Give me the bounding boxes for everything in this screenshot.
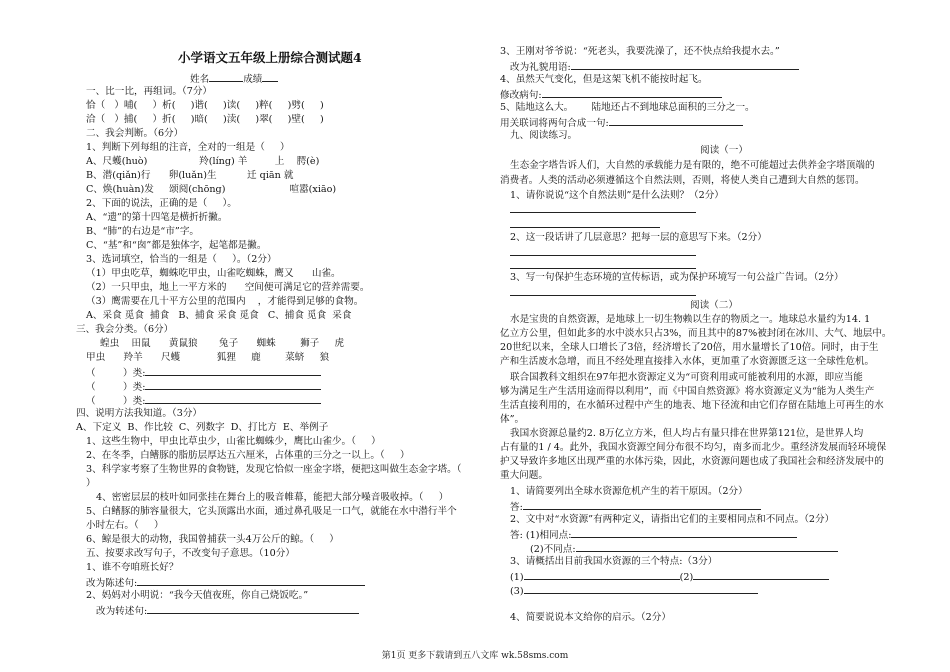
- category-label-2: （ ）类:: [86, 382, 146, 393]
- reading-1-q3: 3、写一句保护生态环境的宣传标语，或为保护环境写一句公益广告词。（2分）: [510, 272, 844, 283]
- reading-1-q2-line-1[interactable]: [510, 255, 696, 256]
- category-blank-2[interactable]: [145, 380, 321, 390]
- score-label: 成绩: [243, 74, 263, 85]
- q3-sentence-3: （3）鹰需要在几十平方公里的范围内 ，才能得到足够的食物。: [86, 296, 364, 307]
- category-label-1: （ ）类:: [86, 368, 146, 379]
- section-1-row-1: 恰（ ）哺( ）析( )谐( )读( )粹( )劈( ): [86, 100, 324, 111]
- reading-2-q3-answer-row: [510, 570, 829, 584]
- s4-item-3: 3、科学家考察了生物世界的食物链，发现它恰似一座金字塔，便把这叫做生态金字塔。（: [86, 464, 462, 475]
- reading-1-title: 阅读（一）: [700, 145, 748, 156]
- reading-1-q1: 1、请你说说“这个自然法则”是什么法则？（2分）: [510, 190, 724, 201]
- reading-2-p3-4: 重大问题。: [500, 470, 548, 481]
- reading-2-q3-label-3: (3): [510, 586, 524, 597]
- section-4-heading: 四、说明方法我知道。（3分）: [76, 408, 203, 419]
- q1-option-b: B、潜(qiǎn)行 卵(luǎn)生 迁 qiān 就: [86, 170, 294, 181]
- s5-item-2-blank[interactable]: [147, 604, 359, 614]
- reading-2-q2-label-1: 答: (1)相同点:: [510, 530, 572, 541]
- s4-item-5-cont: 小时左右。（ ）: [86, 520, 164, 531]
- r-item-4-label: 修改病句:: [500, 90, 542, 101]
- q2-text: 2、下面的说法，正确的是（ ）。: [86, 198, 237, 209]
- reading-2-q1-blank[interactable]: [523, 500, 761, 510]
- q1-option-a: A、尺蠖(huò) 羚(líng) 羊 上 腭(è): [86, 156, 320, 167]
- reading-2-p1-1: 水是宝贵的自然资源，是地球上一切生物赖以生存的物质之一。地球总水量约为14. 1: [510, 314, 871, 325]
- s4-item-1: 1、这些生物中，甲虫比草虫少，山雀比蜘蛛少，鹰比山雀少。（ ）: [86, 436, 381, 447]
- category-line-2: [86, 380, 321, 394]
- reading-2-q1-answer: [510, 500, 761, 514]
- s5-item-1: 1、谁不夸咱班长好？: [86, 562, 179, 573]
- category-blank-3[interactable]: [145, 394, 321, 404]
- reading-1-q2: 2、这一段话讲了几层意思？把每一层的意思写下来。（2分）: [510, 232, 767, 243]
- reading-2-q4: 4、简要说说本文给你的启示。（2分）: [510, 612, 671, 623]
- s4-item-3-cont: ）: [86, 478, 96, 489]
- s4-item-2: 2、在冬季，白鳍豚的脂肪层厚达五六厘米，占体重的三分之一以上。（ ）: [86, 450, 410, 461]
- q2-option-b: B、“肺”的右边是“市”字。: [86, 226, 200, 237]
- reading-2-p2-1: 联合国教科文组织在97年把水资源定义为“可资利用或可能被利用的水源，即应当能: [510, 372, 863, 383]
- reading-2-p2-2: 够为满足生产生活用途而得以利用”，而《中国自然资源》将水资源定义为“能为人类生产: [500, 386, 875, 397]
- reading-2-q2-answer-1: [510, 528, 797, 542]
- name-blank[interactable]: [209, 72, 243, 82]
- s5-item-2-answer: [96, 604, 359, 618]
- q2-option-a: A、“遗”的第十四笔是横折折撇。: [86, 212, 228, 223]
- reading-1-q1-line-1[interactable]: [510, 212, 696, 213]
- s4-item-6: 6、鲸是很大的动物，我国曾捕获一头4万公斤的鲸。（ ）: [86, 534, 339, 545]
- page-title: 小学语文五年级上册综合测试题4: [178, 50, 362, 65]
- reading-2-q2-blank-2[interactable]: [576, 542, 838, 552]
- section-3-heading: 三、我会分类。（6分）: [76, 324, 174, 335]
- section-2-heading: 二、我会判断。（6分）: [86, 128, 184, 139]
- r-item-3: 3、王刚对爷爷说：“死老头，我要洗澡了，还不快点给我提水去。”: [500, 46, 780, 57]
- reading-2-title: 阅读（二）: [690, 300, 738, 311]
- reading-2-p1-3: 20世纪以来，全球人口增长了3倍，经济增长了20倍，用水量增长了10倍。同时，由于生: [500, 342, 879, 353]
- section-4-options: A、下定义 B、作比较 C、列数字 D、打比方 E、举例子: [76, 422, 329, 433]
- q1-text: 1、判断下列每组的注音，全对的一组是（ ）: [86, 142, 290, 153]
- category-label-3: （ ）类:: [86, 396, 146, 407]
- q3-text: 3、选词填空，恰当的一组是（ ）。（2分）: [86, 254, 277, 265]
- q2-option-c: C、“基”和“囱”都是独体字，起笔都是撇。: [86, 240, 267, 251]
- reading-1-q1-line-2[interactable]: [510, 227, 660, 228]
- name-score-line: [190, 72, 278, 86]
- r-item-4-answer: [500, 88, 722, 102]
- r-item-5: 5、陆地这么大。 陆地还占不到地球总面积的三分之一。: [500, 102, 755, 113]
- reading-2-q2-answer-2: [530, 542, 838, 556]
- reading-2-p2-4: 体”。: [500, 414, 525, 425]
- reading-1-q3-line[interactable]: [510, 295, 696, 296]
- s5-item-1-blank[interactable]: [137, 576, 365, 586]
- r-item-3-label: 改为礼貌用语:: [510, 62, 571, 73]
- reading-2-p3-3: 护又导致许多地区出现严重的水体污染，因此，水资源问题也成了我国社会和经济发展中的: [500, 456, 884, 467]
- r-item-4-blank[interactable]: [542, 88, 722, 98]
- r-item-5-answer: [500, 116, 743, 130]
- reading-2-q3-label-1: (1): [510, 572, 524, 583]
- reading-2-q2: 2、文中对“水资源”有两种定义，请指出它们的主要相同点和不同点。（2分）: [510, 514, 835, 525]
- reading-2-q3-blank-2[interactable]: [693, 570, 829, 580]
- category-line-1: [86, 366, 321, 380]
- reading-1-para-1: 生态金字塔告诉人们，大自然的承载能力是有限的，绝不可能超过去供养金字塔顶端的: [510, 160, 875, 171]
- q1-option-c: C、焕(huàn)发 颂阅(chōng) 喧嚣(xiāo): [86, 184, 337, 195]
- s4-item-5: 5、白鳍豚的肺容量很大，它头顶露出水面，通过鼻孔吸足一口气，就能在水中潜行半个: [86, 506, 457, 517]
- s4-item-4: 4、密密层层的枝叶如同张挂在舞台上的吸音帷幕，能把大部分噪音吸收掉。（ ）: [96, 492, 449, 503]
- reading-2-p3-2: 占有量的1 / 4。此外，我国水资源空间分布很不均匀，南多而北少。重经济发展而轻环境保: [500, 442, 887, 453]
- reading-2-p1-4: 产和生活废水急增，而且不经处理直接排入水体，更加重了水资源匮乏这一全球性危机。: [500, 356, 875, 367]
- r-item-5-blank[interactable]: [609, 116, 743, 126]
- score-blank[interactable]: [262, 72, 278, 82]
- r-item-4: 4、虽然天气变化，但是这架飞机不能按时起飞。: [500, 74, 708, 85]
- section-3-words-1: 蝗虫 田鼠 黄鼠狼 兔子 蜘蛛 狮子 虎: [100, 338, 345, 349]
- q3-sentence-1: （1）甲虫吃草，蜘蛛吃甲虫，山雀吃蜘蛛，鹰又 山雀。: [86, 268, 341, 279]
- page-footer: 第1页 更多下载请到五八文库 wk.58sms.com: [381, 651, 569, 661]
- q3-options: A、采食 觅食 捕食 B、捕食 采食 觅食 C、捕食 觅食 采食: [86, 310, 352, 321]
- section-3-words-2: 甲虫 羚羊 尺蠖 狐狸 鹿 菜蛴 狼: [86, 352, 330, 363]
- reading-1-para-2: 消费者。人类的活动必须遵循这个自然法则，否则，将使人类自己遭到大自然的惩罚。: [500, 175, 865, 186]
- reading-2-q2-label-2: (2)不同点:: [530, 544, 576, 555]
- section-1-row-2: 洽（ ）捕( ）折( )暗( )渎( )翠( )壁( ): [86, 114, 324, 125]
- reading-2-q3-label-2: (2): [679, 572, 694, 583]
- reading-2-p2-3: 生活直接利用的，在水循环过程中产生的地表、地下径流和由它们存留在陆地上可再生的水: [500, 400, 884, 411]
- s5-item-1-label: 改为陈述句:: [86, 578, 138, 589]
- s5-item-1-answer: [86, 576, 365, 590]
- reading-2-p3-1: 我国水资源总量约2. 8万亿立方米，但人均占有量只排在世界第121位，是世界人均: [510, 428, 864, 439]
- reading-2-q2-blank-1[interactable]: [571, 528, 797, 538]
- reading-2-q3-blank-1[interactable]: [524, 570, 680, 580]
- reading-2-q3: 3、请概括出目前我国水资源的三个特点:（3分）: [510, 556, 718, 567]
- r-item-3-answer: [510, 60, 799, 74]
- section-9-heading: 九、阅读练习。: [510, 130, 578, 141]
- reading-2-q3-blank-3[interactable]: [524, 584, 758, 594]
- reading-1-q2-line-2[interactable]: [510, 268, 696, 269]
- r-item-5-label: 用关联词将两句合成一句:: [500, 118, 609, 129]
- q3-sentence-2: （2）一只甲虫，地上一平方米的 空间便可满足它的营养需要。: [86, 282, 370, 293]
- reading-2-q3-answer-row-2: [510, 584, 758, 598]
- r-item-3-blank[interactable]: [571, 60, 799, 70]
- s5-item-2: 2、妈妈对小明说：“我今天值夜班，你自己烧饭吃。”: [86, 590, 309, 601]
- reading-2-q1: 1、请简要列出全球水资源危机产生的若干原因。（2分）: [510, 486, 748, 497]
- section-5-heading: 五、按要求改写句子，不改变句子意思。（10分）: [86, 548, 295, 559]
- s5-item-2-label: 改为转述句:: [96, 606, 148, 617]
- category-line-3: [86, 394, 321, 408]
- name-label: 姓名: [190, 74, 210, 85]
- reading-2-q1-label: 答:: [510, 502, 523, 513]
- reading-2-p1-2: 亿立方公里，但如此多的水中淡水只占3%，而且其中的87%被封闭在冰川、大气、地层中。: [500, 328, 892, 339]
- category-blank-1[interactable]: [145, 366, 321, 376]
- section-1-heading: 一、比一比，再组词。（7分）: [86, 86, 213, 97]
